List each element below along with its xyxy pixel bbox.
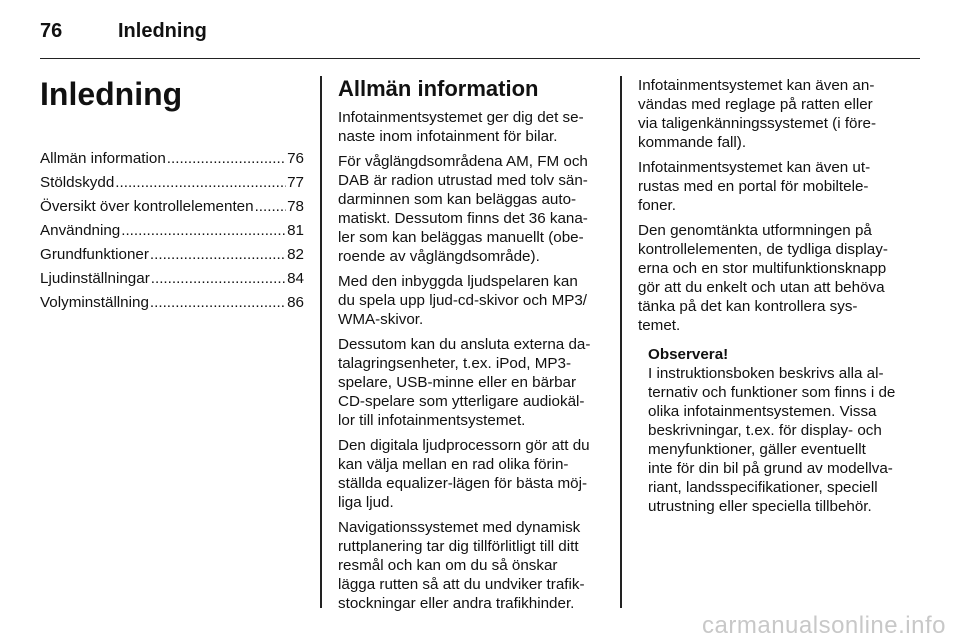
toc-item-page: 82 — [287, 246, 304, 263]
toc-item[interactable] — [40, 197, 304, 221]
toc-item[interactable] — [40, 173, 304, 197]
toc-dot-leader — [150, 245, 286, 264]
column-middle — [338, 76, 606, 619]
body-paragraph: Den genomtänkta utformningen på kontrollelementen, de tydliga display- erna och en stor multifunktionsknapp gör att du enkelt och utan att behöva tänka på det kan kontrollera sys- temet. — [638, 222, 888, 334]
body-paragraph: Med den inbyggda ljudspelaren kan du spela upp ljud-cd-skivor och MP3/ WMA-skivor. — [338, 273, 588, 328]
toc-dot-leader — [255, 197, 287, 216]
toc-dot-leader — [115, 173, 286, 192]
toc-item-page: 84 — [287, 270, 304, 287]
toc-item-label: Stöldskydd — [40, 174, 115, 191]
body-paragraph: Infotainmentsystemet kan även an- vändas med reglage på ratten eller via taligenkänningssystemet (i före- kommande fall). — [638, 77, 877, 151]
body-paragraph: Infotainmentsystemet ger dig det se- naste inom infotainment för bilar. — [338, 109, 584, 145]
table-of-contents — [40, 149, 304, 317]
column-right — [638, 76, 904, 516]
page-number: 76 — [40, 20, 63, 42]
toc-item[interactable] — [40, 149, 304, 173]
running-title: Inledning — [118, 20, 207, 42]
note-text: I instruktionsboken beskrivs alla al- ternativ och funktioner som finns i de olika infotainmentsystemen. Vissa beskrivningar, t.ex. för display- och menyfunktioner, gäller eventuellt inte för din bil på grund av modellva- riant, landsspecifikationer, speciell utrustning eller speciella tillbehör. — [648, 365, 896, 515]
page-header — [40, 18, 920, 59]
toc-item-label: Allmän information — [40, 150, 166, 167]
toc-item-page: 76 — [287, 150, 304, 167]
watermark: carmanualsonline.info — [702, 612, 946, 639]
toc-item-page: 81 — [287, 222, 304, 239]
body-paragraph: Dessutom kan du ansluta externa da- talagringsenheter, t.ex. iPod, MP3- spelare, USB-minne eller en bärbar CD-spelare som ytterligare audiokäl- lor till infotainmentsystemet. — [338, 336, 591, 429]
toc-dot-leader — [150, 293, 286, 312]
toc-item-label: Ljudinställningar — [40, 270, 150, 287]
body-paragraph: För våglängdsområdena AM, FM och DAB är radion utrustad med tolv sän- darminnen som kan beläggas auto- matiskt. Dessutom finns det 36 kana- ler som kan beläggas manuellt (obe- roende av våglängdsområde). — [338, 153, 588, 265]
toc-item-page: 77 — [287, 174, 304, 191]
toc-dot-leader — [167, 149, 286, 168]
toc-item-label: Användning — [40, 222, 121, 239]
toc-item-page: 86 — [287, 294, 304, 311]
toc-dot-leader — [151, 269, 286, 288]
toc-item-label: Översikt över kontrollelementen — [40, 198, 254, 215]
column-divider-right — [620, 76, 622, 608]
note-box — [648, 345, 904, 516]
column-toc — [40, 76, 304, 317]
body-paragraph: Infotainmentsystemet kan även ut- rustas med en portal för mobiltele- foner. — [638, 159, 871, 214]
toc-item-label: Grundfunktioner — [40, 246, 149, 263]
section-title: Allmän information — [338, 76, 539, 101]
body-paragraph: Den digitala ljudprocessorn gör att du kan välja mellan en rad olika förin- ställda equalizer-lägen för bästa möj- liga ljud. — [338, 437, 590, 511]
toc-item[interactable] — [40, 293, 304, 317]
toc-dot-leader — [121, 221, 286, 240]
toc-item[interactable] — [40, 245, 304, 269]
column-divider-left — [320, 76, 322, 608]
note-title: Observera! — [648, 346, 729, 363]
body-paragraph: Navigationssystemet med dynamisk ruttplanering tar dig tillförlitligt till ditt resmål och kan om du så önskar lägga rutten så att du undviker trafik- stockningar eller andra trafikhinder. — [338, 519, 585, 612]
toc-item-label: Volyminställning — [40, 294, 149, 311]
toc-item[interactable] — [40, 221, 304, 245]
toc-item-page: 78 — [287, 198, 304, 215]
toc-item[interactable] — [40, 269, 304, 293]
chapter-title: Inledning — [40, 76, 183, 112]
